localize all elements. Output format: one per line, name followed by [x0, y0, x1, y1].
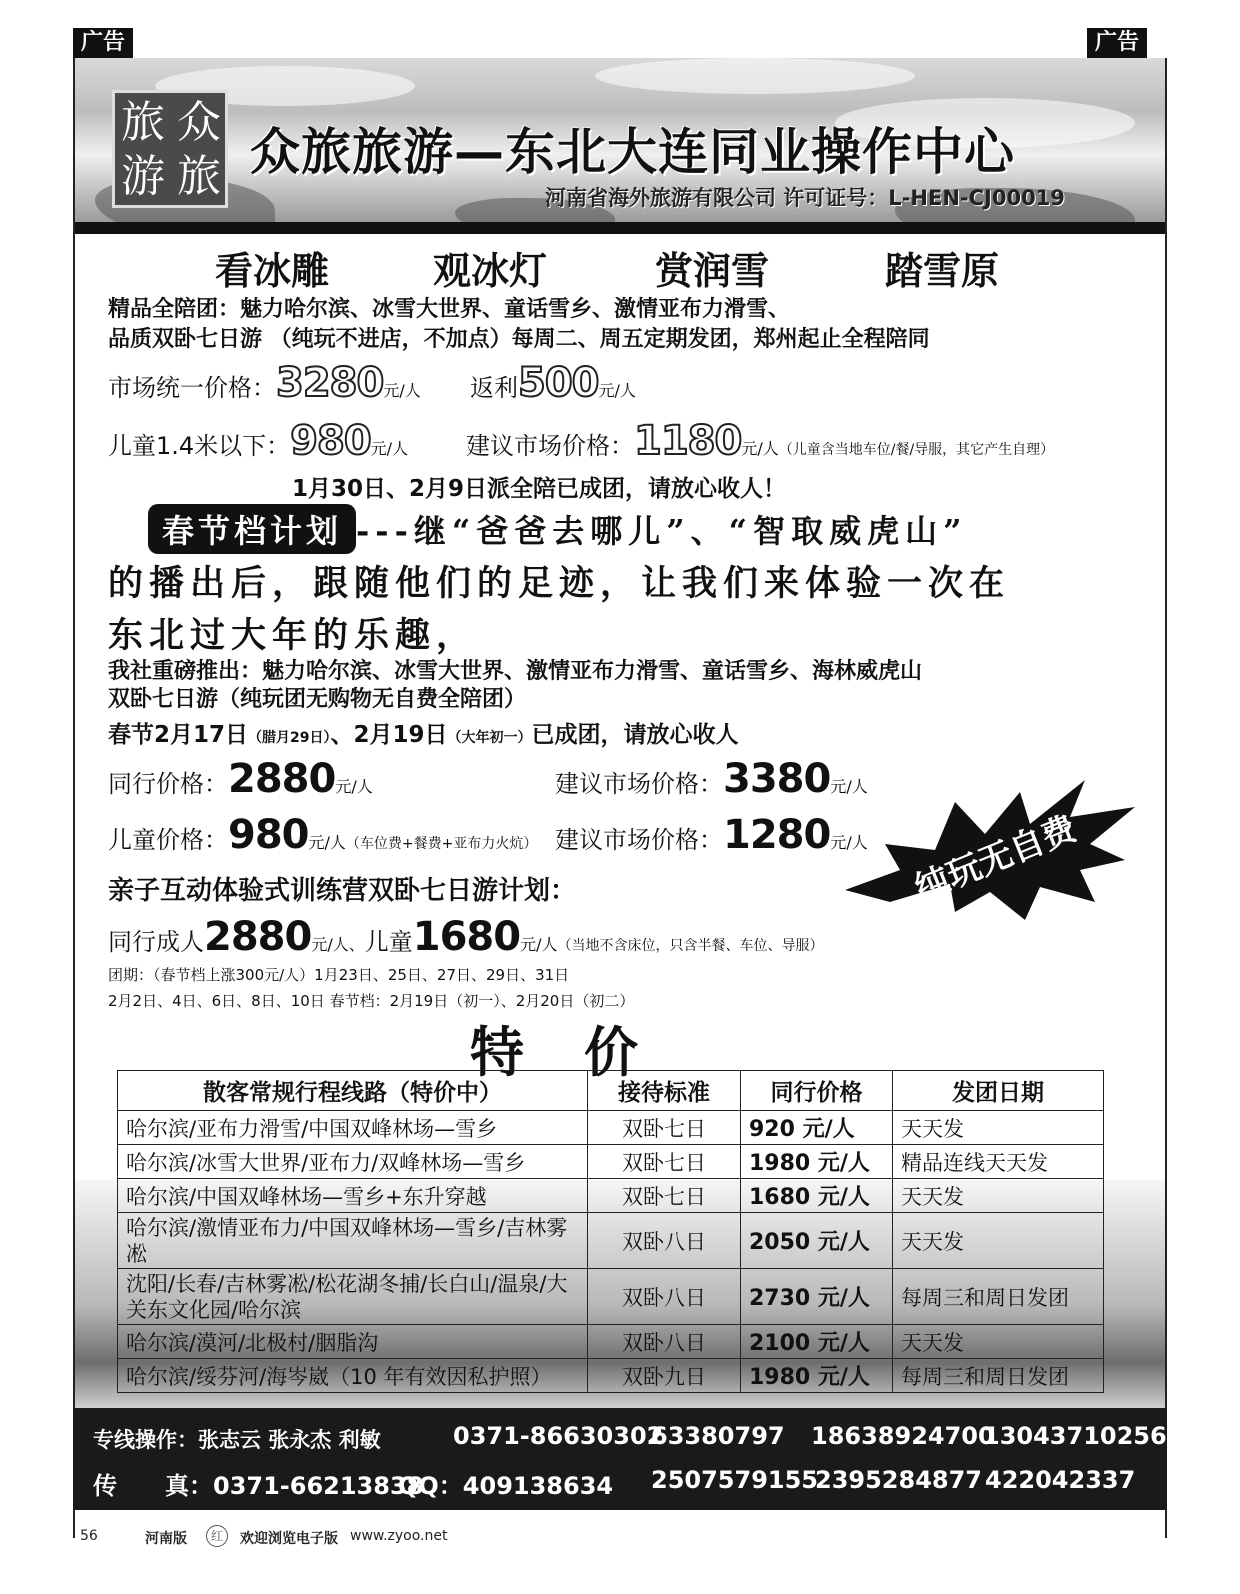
standard-cell: 双卧七日: [588, 1179, 741, 1213]
price-cell: 1980 元/人: [741, 1145, 893, 1179]
table-row: [118, 1359, 1104, 1393]
phone-number: 0371-86630302: [453, 1422, 664, 1450]
table-row: [118, 1145, 1104, 1179]
spring-child-price: [108, 812, 537, 858]
child-suggest-price-value: 1280: [723, 812, 831, 858]
price-unit: 元/人: [830, 833, 868, 852]
table-row: [118, 1213, 1104, 1269]
child-price-label: 儿童价格：: [108, 826, 228, 854]
special-price-table: [117, 1070, 1104, 1393]
premium-line1: 精品全陪团：魅力哈尔滨、冰雪大世界、童话雪乡、激情亚布力滑雪、: [108, 297, 791, 322]
camp-adult-label: 同行成人: [108, 928, 204, 956]
price-unit: 元/人: [308, 833, 346, 852]
route-cell: 哈尔滨/冰雪大世界/亚布力/双峰林场—雪乡: [118, 1145, 588, 1179]
phone-number: 13043710256: [983, 1422, 1167, 1450]
company-logo: [112, 90, 228, 208]
spring-promo1: 我社重磅推出：魅力哈尔滨、冰雪大世界、激情亚布力滑雪、童话雪乡、海林威虎山: [108, 659, 923, 684]
camp-child-price: 1680: [412, 914, 521, 960]
qq-number: QQ：409138634: [398, 1472, 614, 1500]
spring-dates: [108, 716, 739, 749]
spring-date: 、2月19日: [330, 722, 448, 748]
ops-contacts: 专线操作：张志云 张永杰 利敏: [93, 1428, 381, 1452]
magazine-logo-icon: 红: [206, 1525, 228, 1547]
suggest-price-label: 建议市场价格：: [555, 826, 723, 854]
departure-cell: 每周三和周日发团: [893, 1269, 1104, 1325]
market-price-value: 3280: [276, 360, 384, 406]
site-url[interactable]: www.zyoo.net: [350, 1528, 448, 1544]
standard-cell: 双卧七日: [588, 1111, 741, 1145]
camp-prices: [108, 914, 823, 960]
price-cell: 2050 元/人: [741, 1213, 893, 1269]
logo-char: 众: [177, 97, 221, 148]
camp-dates1: 团期：（春节档上涨300元/人）1月23日、25日、27日、29日、31日: [108, 966, 570, 984]
price-unit: 元/人、: [311, 935, 365, 954]
price-unit: 元/人: [383, 381, 421, 400]
banner-divider: [75, 222, 1165, 234]
table-header-row: [118, 1071, 1104, 1111]
standard-cell: 双卧九日: [588, 1359, 741, 1393]
route-cell: 哈尔滨/中国双峰林场—雪乡+东升穿越: [118, 1179, 588, 1213]
column-header: 发团日期: [893, 1071, 1104, 1111]
standard-cell: 双卧七日: [588, 1145, 741, 1179]
special-title: 特价: [470, 1021, 698, 1084]
route-cell: 哈尔滨/亚布力滑雪/中国双峰林场—雪乡: [118, 1111, 588, 1145]
camp-title: 亲子互动体验式训练营双卧七日游计划：: [108, 876, 577, 906]
route-cell: 哈尔滨/激情亚布力/中国双峰林场—雪乡/吉林雾凇: [118, 1213, 588, 1269]
suggest-price-note: （儿童含当地车位/餐/导服，其它产生自理）: [778, 442, 1055, 458]
slogan: 赏润雪: [655, 248, 770, 293]
spring-intro-line3: 东北过大年的乐趣，: [108, 615, 478, 656]
child-price-label: 儿童1.4米以下：: [108, 432, 291, 460]
premium-market-price: [108, 360, 421, 406]
departure-cell: 每周三和周日发团: [893, 1359, 1104, 1393]
price-unit: 元/人: [598, 381, 636, 400]
qq-number: 422042337: [985, 1466, 1136, 1494]
route-cell: 沈阳/长春/吉林雾凇/松花湖冬捕/长白山/温泉/大关东文化园/哈尔滨: [118, 1269, 588, 1325]
rebate-value: 500: [518, 360, 599, 406]
price-cell: 2730 元/人: [741, 1269, 893, 1325]
slogan: 观冰灯: [433, 248, 548, 293]
page-number: 56: [80, 1528, 98, 1544]
standard-cell: 双卧八日: [588, 1325, 741, 1359]
fax-number: 传 真：0371-66213838: [93, 1472, 424, 1500]
spring-child-suggest-price: [555, 812, 868, 858]
departure-cell: 精品连线天天发: [893, 1145, 1104, 1179]
child-price-note: （车位费+餐费+亚布力火炕）: [345, 836, 538, 852]
table-row: [118, 1269, 1104, 1325]
spring-date-note: （大年初一）: [447, 730, 532, 746]
price-unit: 元/人: [370, 439, 409, 458]
departure-cell: 天天发: [893, 1179, 1104, 1213]
edition-label: 河南版: [145, 1531, 187, 1547]
spring-intro-line1: [148, 504, 968, 554]
rebate-label: 返利: [470, 374, 518, 402]
welcome-text: 欢迎浏览电子版: [240, 1531, 338, 1547]
price-cell: 1980 元/人: [741, 1359, 893, 1393]
column-header: 同行价格: [741, 1071, 893, 1111]
column-header: 接待标准: [588, 1071, 741, 1111]
phone-number: 63380797: [651, 1422, 785, 1450]
departure-cell: 天天发: [893, 1213, 1104, 1269]
premium-rebate: [470, 360, 636, 406]
brand-title: 众旅旅游—东北大连同业操作中心: [250, 123, 1015, 181]
departure-cell: 天天发: [893, 1325, 1104, 1359]
peer-price-value: 2880: [228, 756, 336, 802]
ad-tag-right: 广告: [1087, 28, 1147, 58]
table-row: [118, 1111, 1104, 1145]
logo-char: 旅: [177, 151, 221, 202]
column-header: 散客常规行程线路（特价中）: [118, 1071, 588, 1111]
premium-line2: 品质双卧七日游 （纯玩不进店，不加点）每周二、周五定期发团，郑州起止全程陪同: [108, 327, 930, 352]
spring-promo2: 双卧七日游（纯玩团无购物无自费全陪团）: [108, 687, 527, 712]
child-price-value: 980: [228, 812, 309, 858]
logo-char: 游: [121, 151, 165, 202]
spring-badge: 春节档计划: [148, 504, 356, 554]
ad-tag-left: 广告: [73, 28, 133, 58]
price-cell: 920 元/人: [741, 1111, 893, 1145]
qq-number: 2507579155: [651, 1466, 818, 1494]
contact-footer: [73, 1408, 1167, 1510]
premium-suggest-price: [466, 418, 1054, 464]
table-row: [118, 1179, 1104, 1213]
market-price-label: 市场统一价格：: [108, 374, 276, 402]
spring-intro-line2: 的播出后，跟随他们的足迹，让我们来体验一次在: [108, 563, 1011, 604]
table-row: [118, 1325, 1104, 1359]
price-unit: 元/人: [335, 777, 373, 796]
price-cell: 2100 元/人: [741, 1325, 893, 1359]
camp-dates2: 2月2日、4日、6日、8日、10日 春节档：2月19日（初一）、2月20日（初二）: [108, 992, 635, 1010]
price-unit: 元/人: [830, 777, 868, 796]
route-cell: 哈尔滨/漠河/北极村/胭脂沟: [118, 1325, 588, 1359]
slogan: 踏雪原: [885, 248, 1000, 293]
phone-number: 18638924700: [811, 1422, 995, 1450]
spring-suggest-price: [555, 756, 868, 802]
brand-subtitle: 河南省海外旅游有限公司 许可证号：L-HEN-CJ00019: [545, 186, 1065, 210]
spring-date-note: （腊月29日）: [248, 730, 331, 746]
camp-child-label: 儿童: [364, 928, 413, 956]
suggest-price-value: 3380: [723, 756, 831, 802]
premium-child-price: [108, 418, 408, 464]
suggest-price-value: 1180: [634, 418, 742, 464]
premium-confirm: 1月30日、2月9日派全陪已成团，请放心收人！: [292, 476, 787, 502]
price-unit: 元/人: [741, 439, 779, 458]
logo-char: 旅: [121, 97, 165, 148]
route-cell: 哈尔滨/绥芬河/海岑崴（10 年有效因私护照）: [118, 1359, 588, 1393]
camp-child-note: （当地不含床位，只含半餐、车位、导服）: [557, 938, 824, 954]
departure-cell: 天天发: [893, 1111, 1104, 1145]
starburst-badge: [845, 762, 1135, 922]
peer-price-label: 同行价格：: [108, 770, 228, 798]
qq-number: 2395284877: [815, 1466, 982, 1494]
standard-cell: 双卧八日: [588, 1269, 741, 1325]
standard-cell: 双卧八日: [588, 1213, 741, 1269]
suggest-price-label: 建议市场价格：: [466, 432, 634, 460]
slogan: 看冰雕: [215, 248, 330, 293]
spring-date-status: 已成团，请放心收人: [531, 722, 739, 748]
spring-date: 春节2月17日: [108, 722, 249, 748]
spring-peer-price: [108, 756, 373, 802]
suggest-price-label: 建议市场价格：: [555, 770, 723, 798]
child-price-value: 980: [290, 418, 371, 464]
price-unit: 元/人: [520, 935, 558, 954]
camp-adult-price: 2880: [204, 914, 312, 960]
slogan-row: [215, 240, 1035, 293]
spring-intro-text: ---继“爸爸去哪儿”、“智取威虎山”: [356, 512, 968, 550]
price-cell: 1680 元/人: [741, 1179, 893, 1213]
starburst-text: 纯玩无自费: [909, 808, 1083, 910]
